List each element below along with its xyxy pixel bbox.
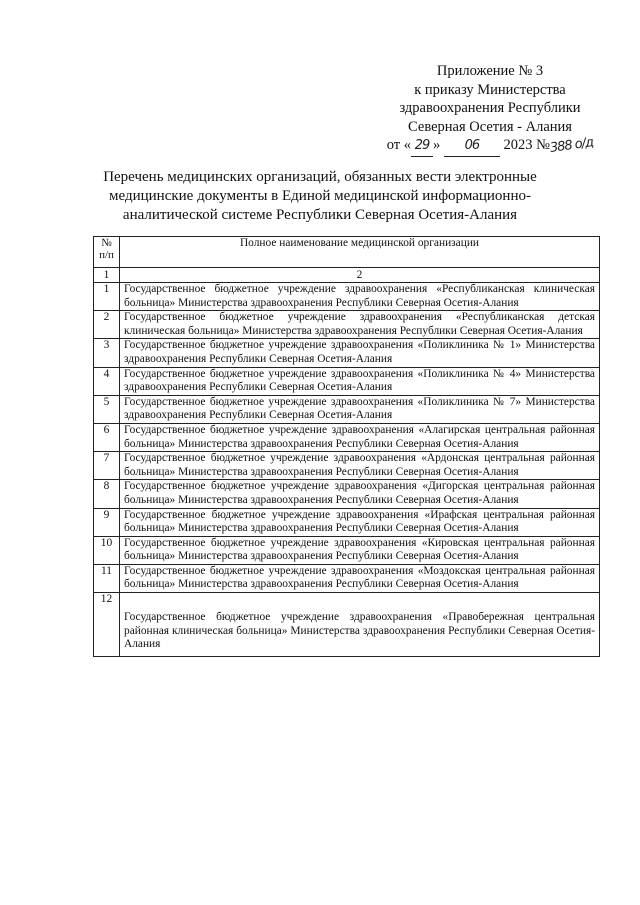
organization-name: Государственное бюджетное учреждение здравоохранения «Кировская центральная районная больница» Министерства здравоохранения Республики Северная Осетия-Алания bbox=[120, 536, 600, 564]
organization-name: Государственное бюджетное учреждение здравоохранения «Дигорская центральная районная больница» Министерства здравоохранения Республики Северная Осетия-Алания bbox=[120, 480, 600, 508]
appendix-title: Приложение № 3 bbox=[436, 63, 544, 79]
table-header-row bbox=[94, 237, 600, 268]
date-from-label: от « bbox=[386, 137, 412, 153]
order-reference: к приказу Министерства bbox=[414, 81, 566, 98]
row-number: 7 bbox=[94, 452, 120, 480]
organization-name: Государственное бюджетное учреждение здравоохранения «Республиканская клиническая больница» Министерства здравоохранения Республики Северная Осетия-Алания bbox=[120, 283, 600, 311]
table-row bbox=[94, 536, 600, 564]
table-row bbox=[94, 480, 600, 508]
row-number: 4 bbox=[94, 367, 120, 395]
row-number: 12 bbox=[94, 593, 120, 657]
organization-name: Государственное бюджетное учреждение здравоохранения «Поликлиника № 4» Министерства здравоохранения Республики Северная Осетия-Алания bbox=[120, 367, 600, 395]
row-number: 11 bbox=[94, 564, 120, 592]
table-row bbox=[94, 564, 600, 592]
title-line-2: медицинские документы в Единой медицинской информационно- bbox=[109, 188, 531, 204]
column-index-name: 2 bbox=[120, 268, 600, 283]
row-number: 1 bbox=[94, 283, 120, 311]
table-row bbox=[94, 395, 600, 423]
column-header-number: № п/п bbox=[94, 237, 120, 268]
document-title bbox=[80, 168, 560, 225]
year-number-label: 2023 № bbox=[503, 137, 550, 153]
table-row bbox=[94, 311, 600, 339]
row-number: 6 bbox=[94, 423, 120, 451]
organizations-table bbox=[93, 236, 600, 657]
organization-name: Государственное бюджетное учреждение здравоохранения «Ирафская центральная районная больница» Министерства здравоохранения Республики Северная Осетия-Алания bbox=[120, 508, 600, 536]
table-row bbox=[94, 593, 600, 657]
republic-line: Северная Осетия - Алания bbox=[408, 118, 572, 135]
row-number: 9 bbox=[94, 508, 120, 536]
row-number: 10 bbox=[94, 536, 120, 564]
organization-name: Государственное бюджетное учреждение здравоохранения «Республиканская детская клиническая больница» Министерства здравоохранения Республики Северная Осетия-Алания bbox=[120, 311, 600, 339]
table-row bbox=[94, 508, 600, 536]
organization-name: Государственное бюджетное учреждение здравоохранения «Алагирская центральная районная больница» Министерства здравоохранения Республики Северная Осетия-Алания bbox=[120, 423, 600, 451]
title-line-1: Перечень медицинских организаций, обязанных вести электронные bbox=[103, 169, 537, 185]
handwritten-day: 29 bbox=[411, 136, 433, 157]
row-number: 3 bbox=[94, 339, 120, 367]
appendix-header bbox=[380, 62, 600, 157]
table-body bbox=[94, 283, 600, 657]
table-row bbox=[94, 452, 600, 480]
ministry-line: здравоохранения Республики bbox=[399, 100, 581, 116]
column-index-number: 1 bbox=[94, 268, 120, 283]
organization-name: Государственное бюджетное учреждение здравоохранения «Моздокская центральная районная больница» Министерства здравоохранения Республики Северная Осетия-Алания bbox=[120, 564, 600, 592]
table-row bbox=[94, 339, 600, 367]
organization-name: Государственное бюджетное учреждение здравоохранения «Правобережная центральная районная клиническая больница» Министерства здравоохранения Республики Северная Осетия-Алания bbox=[120, 593, 600, 657]
table-row bbox=[94, 367, 600, 395]
row-number: 5 bbox=[94, 395, 120, 423]
table-row bbox=[94, 283, 600, 311]
handwritten-month: 06 bbox=[444, 136, 500, 157]
column-index-row bbox=[94, 268, 600, 283]
order-date-number bbox=[380, 136, 600, 157]
title-line-3: аналитической системе Республики Северная Осетия-Алания bbox=[122, 207, 518, 223]
organization-name: Государственное бюджетное учреждение здравоохранения «Ардонская центральная районная больница» Министерства здравоохранения Республики Северная Осетия-Алания bbox=[120, 452, 600, 480]
row-number: 8 bbox=[94, 480, 120, 508]
handwritten-order-number: 388 о/д bbox=[549, 135, 594, 156]
organization-name: Государственное бюджетное учреждение здравоохранения «Поликлиника № 1» Министерства здравоохранения Республики Северная Осетия-Алания bbox=[120, 339, 600, 367]
organization-name: Государственное бюджетное учреждение здравоохранения «Поликлиника № 7» Министерства здравоохранения Республики Северная Осетия-Алания bbox=[120, 395, 600, 423]
row-number: 2 bbox=[94, 311, 120, 339]
date-close-quote: » bbox=[433, 137, 441, 153]
column-header-name: Полное наименование медицинской организации bbox=[120, 237, 600, 268]
table-row bbox=[94, 423, 600, 451]
